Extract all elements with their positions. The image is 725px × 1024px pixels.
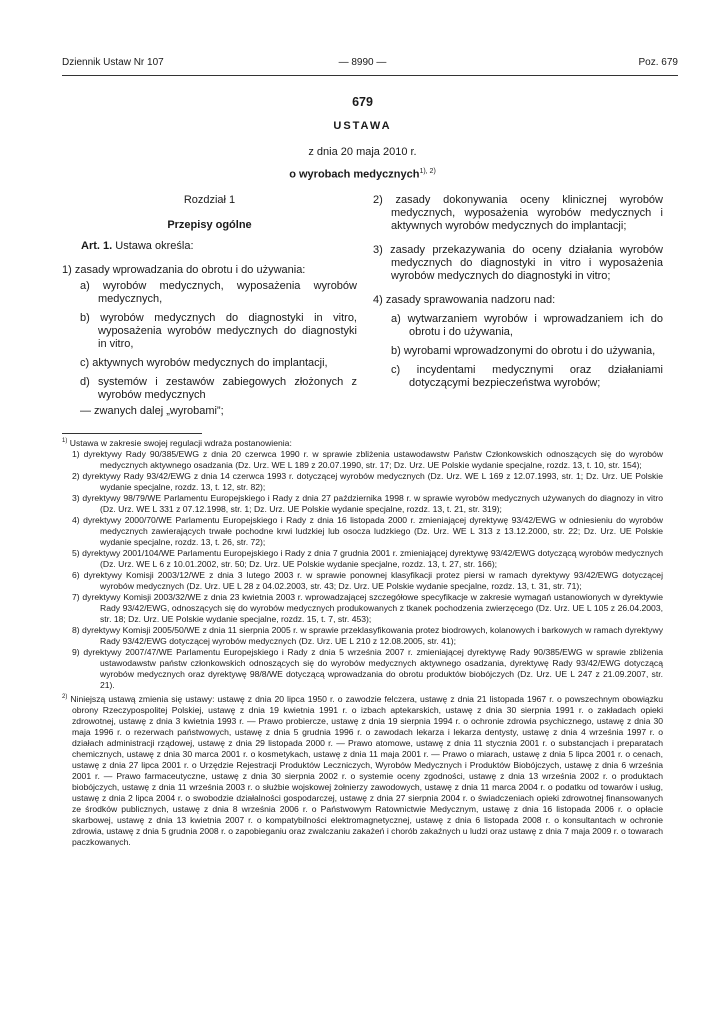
right-column	[373, 194, 663, 390]
left-column	[62, 194, 357, 418]
item-1a: a) wyrobów medycznych, wyposażenia wyrobów medycznych,	[80, 280, 357, 305]
chapter-title: Przepisy ogólne	[167, 219, 252, 231]
position-number: Poz. 679	[638, 57, 678, 68]
item-4: 4) zasady sprawowania nadzoru nad:	[373, 294, 556, 306]
item-3: 3) zasady przekazywania do oceny działania wyrobów medycznych do diagnostyki in vitro i wyposażenia wyrobów medycznych do diagnostyki in vitro;	[373, 244, 663, 282]
item-4b: b) wyrobami wprowadzonymi do obrotu i do używania,	[391, 345, 656, 357]
act-date: z dnia 20 maja 2010 r.	[308, 146, 417, 158]
item-1-tail: — zwanych dalej „wyrobami”;	[80, 405, 224, 417]
footnote-item: 5) dyrektywy 2001/104/WE Parlamentu Europejskiego i Rady z dnia 7 grudnia 2001 r. zmieniającej dyrektywę 93/42/EWG dotyczącą wyrobów medycznych (Dz. Urz. WE L 6 z 10.01.2002, str. 50; Dz. Urz. UE Polskie wydanie specjalne, rozdz. 13, t. 27, str. 166);	[72, 547, 663, 569]
act-number: 679	[352, 95, 373, 109]
footnote-item: 7) dyrektywy Komisji 2003/32/WE z dnia 23 kwietnia 2003 r. wprowadzającej szczegółowe specyfikacje w zakresie wymagań ustanowionych w dyrektywie Rady 93/42/EWG, odnoszących się do wyrobów medycznych produkowanych z tkanek pochodzenia zwierzęcego (Dz. Urz. UE L 105 z 26.04.2003, str. 18; Dz. Urz. UE Polskie wydanie specjalne, rozdz. 15, t. 7, str. 453);	[72, 591, 663, 624]
footnote-item: 9) dyrektywy 2007/47/WE Parlamentu Europejskiego i Rady z dnia 5 września 2007 r. zmieniającej dyrektywę Rady 90/385/EWG w sprawie zbliżenia ustawodawstw państw członkowskich odnoszących się do wyrobów medycznych aktywnego osadzania, dyrektywę Rady 93/42/EWG dotyczącą wyrobów medycznych oraz dyrektywę 98/8/WE dotyczącą wprowadzania do obrotu produktów biobójczych (Dz. Urz. UE L 247 z 21.09.2007, str. 21).	[72, 646, 663, 690]
item-1b: b) wyrobów medycznych do diagnostyki in vitro, wyposażenia wyrobów medycznych do diagnostyki in vitro,	[80, 312, 357, 350]
footnote-item: 2) dyrektywy Rady 93/42/EWG z dnia 14 czerwca 1993 r. dotyczącej wyrobów medycznych (Dz. Urz. WE L 169 z 12.07.1993, str. 1; Dz. Urz. UE Polskie wydanie specjalne, rozdz. 13, t. 12, str. 82);	[72, 470, 663, 492]
item-4a: a) wytwarzaniem wyrobów i wprowadzaniem ich do obrotu i do używania,	[391, 313, 663, 338]
item-1c: c) aktywnych wyrobów medycznych do implantacji,	[80, 357, 328, 369]
item-2: 2) zasady dokonywania oceny klinicznej wyrobów medycznych, wyposażenia wyrobów medycznych i aktywnych wyrobów medycznych do implantacji;	[373, 194, 663, 232]
title-footnote-refs: 1), 2)	[419, 168, 436, 175]
footnote-2: $^{2)}$ Niniejszą ustawą zmienia się ustawy: ustawę z dnia 20 lipca 1950 r. o zawodzie felczera, ustawę z dnia 21 listopada 1967 r. o powszechnym obowiązku obrony Rzeczypospolitej Polskiej, ustawę z dnia 19 kwietnia 1991 r. o izbach aptekarskich, ustawę z dnia 30 sierpnia 1991 r. o zakładach opieki zdrowotnej, ustawę z dnia 3 kwietnia 1993 r. — Prawo probiercze, ustawę z dnia 19 sierpnia 1994 r. o ochronie zdrowia psychicznego, ustawę z dnia 30 maja 1996 r. o rezerwach państwowych, ustawę z dnia 5 grudnia 1996 r. o zawodach lekarza i lekarza dentysty, ustawę z dnia 4 września 1997 r. o działach administracji rządowej, ustawę z dnia 29 listopada 2000 r. — Prawo atomowe, ustawę z dnia 11 stycznia 2001 r. o substancjach i preparatach chemicznych, ustawę z dnia 30 marca 2001 r. o kosmetykach, ustawę z dnia 11 maja 2001 r. — Prawo o miarach, ustawę z dnia 5 lipca 2001 r. o cenach, ustawę z dnia 27 lipca 2001 r. o Urzędzie Rejestracji Produktów Leczniczych, Wyrobów Medycznych i Produktów Biobójczych, ustawę z dnia 6 września 2001 r. — Prawo farmaceutyczne, ustawę z dnia 30 sierpnia 2002 r. o systemie oceny zgodności, ustawę z dnia 13 września 2002 r. o produktach biobójczych, ustawę z dnia 11 września 2003 r. o służbie wojskowej żołnierzy zawodowych, ustawę z dnia 11 marca 2004 r. o podatku od towarów i usług, ustawę z dnia 2 lipca 2004 r. o swobodzie działalności gospodarczej, ustawę z dnia 27 sierpnia 2004 r. o świadczeniach opieki zdrowotnej finansowanych ze środków publicznych, ustawę z dnia 8 września 2006 r. o Państwowym Ratownictwie Medycznym, ustawę z dnia 16 listopada 2006 r. o opłacie skarbowej, ustawę z dnia 13 kwietnia 2007 r. o kompatybilności elektromagnetycznej, ustawę z dnia 6 listopada 2008 r. o konsultantach w ochronie zdrowia, ustawę z dnia 5 grudnia 2008 r. o zapobieganiu oraz zwalczaniu zakażeń i chorób zakaźnych u ludzi oraz ustawę z dnia 7 maja 2009 r. o towarach paczkowanych.	[62, 693, 663, 847]
footnote-1-list	[62, 449, 663, 691]
footnote-item: 1) dyrektywy Rady 90/385/EWG z dnia 20 czerwca 1990 r. w sprawie zbliżenia ustawodawstw Państw Członkowskich odnoszących się do wyrobów medycznych aktywnego osadzania (Dz. Urz. WE L 189 z 20.07.1990, str. 17; Dz. Urz. UE Polskie wydanie specjalne, rozdz. 13, t. 10, str. 154);	[72, 448, 663, 470]
item-1: 1) zasady wprowadzania do obrotu i do używania:	[62, 264, 306, 276]
footnote-item: 6) dyrektywy Komisji 2003/12/WE z dnia 3 lutego 2003 r. w sprawie ponownej klasyfikacji protez piersi w ramach dyrektywy 93/42/EWG dotyczącej wyrobów medycznych (Dz. Urz. UE L 28 z 04.02.2003, str. 43; Dz. Urz. UE Polskie wydanie specjalne, rozdz. 13, t. 31, str. 71);	[72, 569, 663, 591]
footnote-item: 8) dyrektywy Komisji 2005/50/WE z dnia 11 sierpnia 2005 r. w sprawie przeklasyfikowania protez biodrowych, kolanowych i barkowych w ramach dyrektywy Rady 93/42/EWG dotyczącej wyrobów medycznych (Dz. Urz. UE L 210 z 12.08.2005, str. 41);	[72, 624, 663, 646]
page-number: — 8990 —	[338, 57, 387, 68]
item-4c: c) incydentami medycznymi oraz działaniami dotyczącymi bezpieczeństwa wyrobów;	[391, 364, 663, 389]
article-1: Art. 1. Ustawa określa:	[81, 240, 194, 252]
chapter-label: Rozdział 1	[183, 194, 236, 206]
footnote-1	[62, 436, 663, 848]
footnote-rule	[62, 433, 202, 434]
journal-name: Dziennik Ustaw Nr 107	[62, 57, 164, 68]
footnote-item: 3) dyrektywy 98/79/WE Parlamentu Europejskiego i Rady z dnia 27 października 1998 r. w sprawie wyrobów medycznych używanych do diagnozy in vitro (Dz. Urz. WE L 331 z 07.12.1998, str. 1; Dz. Urz. UE Polskie wydanie specjalne, rozdz. 13, t. 21, str. 319);	[72, 492, 663, 514]
footnote-item: 4) dyrektywy 2000/70/WE Parlamentu Europejskiego i Rady z dnia 16 listopada 2000 r. zmieniającej dyrektywę 93/42/EWG w odniesieniu do wyrobów medycznych zawierających trwałe pochodne krwi ludzkiej lub osocza ludzkiego (Dz. Urz. WE L 313 z 13.12.2000, str. 22; Dz. Urz. UE Polskie wydanie specjalne, rozdz. 13, t. 26, str. 72);	[72, 514, 663, 547]
footnote-1-head: $^{1)}$ Ustawa w zakresie swojej regulacji wdraża postanowienia:	[62, 437, 292, 448]
item-1d: d) systemów i zestawów zabiegowych złożonych z wyrobów medycznych	[80, 376, 357, 401]
act-type: USTAWA	[333, 120, 392, 132]
act-title: o wyrobach medycznych$^{1), 2)}$	[289, 168, 436, 181]
header-rule	[62, 75, 678, 76]
